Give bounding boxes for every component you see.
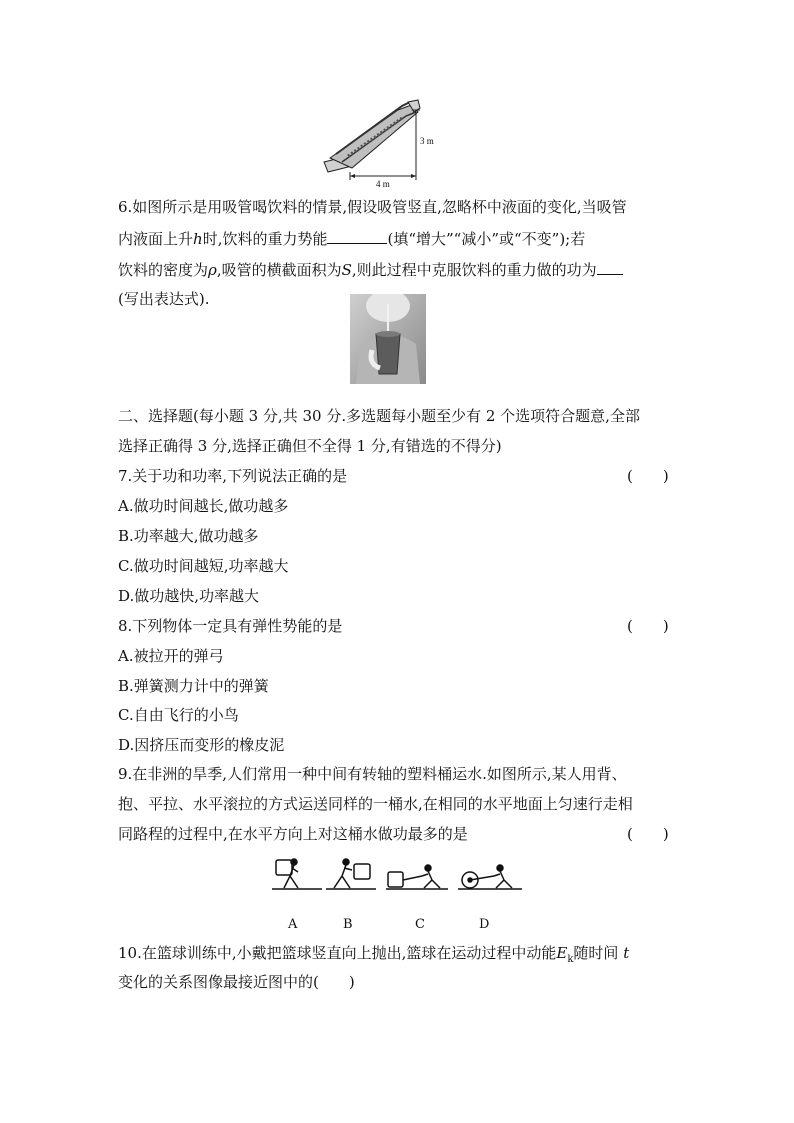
section2-line1: 二、选择题(每小题 3 分,共 30 分.多选题每小题至少有 2 个选项符合题意,全部 (118, 407, 640, 425)
q6-line3-c: ,则此过程中克服饮料的重力做的功为 (351, 261, 597, 279)
q9-fig-label-a: A (288, 917, 298, 932)
q8-option-b[interactable]: B.弹簧测力计中的弹簧 (118, 677, 269, 695)
q6-line1: 6.如图所示是用吸管喝饮料的情景,假设吸管竖直,忽略杯中液面的变化,当吸管 (118, 198, 627, 216)
section2-line2: 选择正确得 3 分,选择正确但不全得 1 分,有错选的不得分) (118, 437, 502, 455)
figure-c-drag (386, 865, 448, 889)
q8-stem: 8.下列物体一定具有弹性势能的是 (118, 617, 343, 635)
q9-answer-paren[interactable]: ( ) (627, 825, 669, 843)
q6-line4: (写出表达式). (118, 290, 210, 308)
q6-line3-a: 饮料的密度为 (118, 261, 209, 279)
q6-blank-2[interactable] (597, 260, 623, 275)
q7-option-c[interactable]: C.做功时间越短,功率越大 (118, 557, 289, 575)
q8-option-c[interactable]: C.自由飞行的小鸟 (118, 706, 239, 724)
q10-var-E: E (556, 944, 568, 962)
escalator-width-label: 4 m (376, 179, 390, 188)
q8-option-d[interactable]: D.因挤压而变形的橡皮泥 (118, 736, 285, 754)
q6-line2-b: 时,饮料的重力势能 (202, 230, 328, 248)
drinking-straw-photo (350, 294, 426, 384)
q9-line1: 9.在非洲的旱季,人们常用一种中间有转轴的塑料桶运水.如图所示,某人用背、 (118, 765, 627, 783)
q8-option-a[interactable]: A.被拉开的弹弓 (118, 647, 224, 665)
q9-line2: 抱、平拉、水平滚拉的方式运送同样的一桶水,在相同的水平地面上匀速行走相 (118, 795, 633, 813)
q8-answer-paren[interactable]: ( ) (627, 617, 669, 635)
escalator-height-label: 3 m (420, 136, 434, 146)
q10-var-k: k (567, 954, 574, 965)
q7-option-a[interactable]: A.做功时间越长,做功越多 (118, 497, 289, 515)
q10-line1-b: 随时间 (573, 944, 619, 962)
escalator-figure (318, 96, 444, 188)
q6-line2 (118, 229, 585, 248)
q7-option-b[interactable]: B.功率越大,做功越多 (118, 527, 259, 545)
q7-stem: 7.关于功和功率,下列说法正确的是 (118, 467, 348, 485)
q9-line3: 同路程的过程中,在水平方向上对这桶水做功最多的是 (118, 825, 468, 843)
q6-line3-b: ,吸管的横截面积为 (216, 261, 342, 279)
q10-line2: 变化的关系图像最接近图中的( ) (118, 973, 355, 991)
q9-fig-label-c: C (415, 917, 425, 932)
q9-fig-label-d: D (479, 917, 490, 932)
q6-line2-a: 内液面上升 (118, 230, 194, 248)
q6-var-S: S (341, 261, 352, 279)
water-barrel-methods-figure (272, 856, 524, 894)
q10-line1-a: 10.在篮球训练中,小戴把篮球竖直向上抛出,篮球在运动过程中动能 (118, 944, 557, 962)
q9-fig-label-b: B (343, 917, 353, 932)
q10-var-t: t (623, 944, 630, 962)
figure-b-arm-carry (326, 859, 376, 889)
q6-var-rho: ρ (208, 261, 217, 279)
figure-d-roll (458, 865, 522, 889)
q6-line2-c: (填“增大”“减小”或“不变”);若 (387, 230, 586, 248)
q6-var-h: h (193, 230, 203, 248)
q6-blank-1[interactable] (327, 229, 387, 244)
q6-line3 (118, 260, 623, 279)
figure-a-back-carry (272, 859, 322, 889)
q10-line1 (118, 944, 629, 969)
q7-answer-paren[interactable]: ( ) (627, 467, 669, 485)
q7-option-d[interactable]: D.做功越快,功率越大 (118, 587, 260, 605)
